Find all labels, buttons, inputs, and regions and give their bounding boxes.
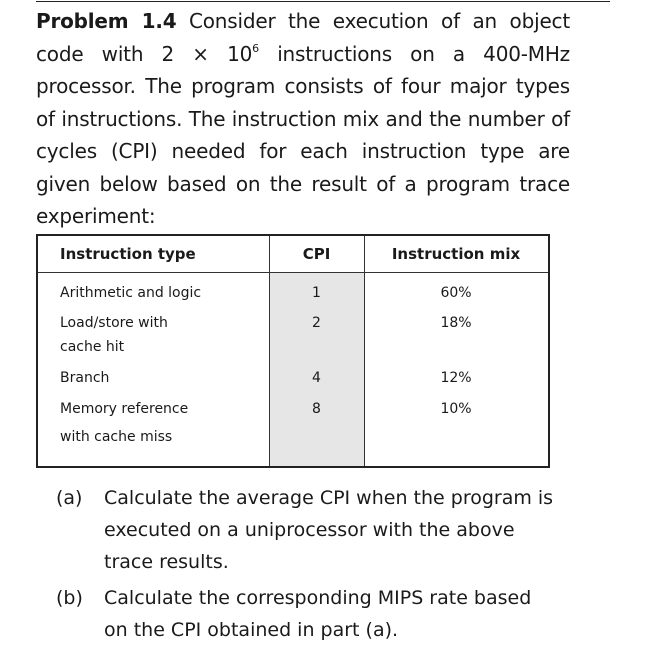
cell-instruction-mix: 12% xyxy=(440,370,472,386)
power-base: 10 xyxy=(227,41,253,66)
instruction-table xyxy=(36,234,550,468)
part-text: Calculate the corresponding MIPS rate based on the CPI obtained in part (a). xyxy=(104,587,532,641)
header-divider xyxy=(38,272,548,273)
cell-instruction-type: Arithmetic and logic xyxy=(60,285,202,301)
header-instruction-mix: Instruction mix xyxy=(391,245,521,263)
cell-cpi: 2 xyxy=(312,315,321,331)
header-cpi: CPI xyxy=(302,245,331,263)
top-rule xyxy=(36,1,610,2)
power-exponent: 6 xyxy=(252,41,259,55)
problem-title: Problem 1.4 xyxy=(36,9,177,33)
cell-instruction-type: Branch xyxy=(60,370,110,386)
cell-instruction-type: Load/store with xyxy=(60,315,168,331)
cell-instruction-type-cont: cache hit xyxy=(60,339,125,355)
cell-cpi: 4 xyxy=(312,370,321,386)
problem-intro-b: instructions on a 400-MHz processor. The program consists of four major types of instructions. The instruction mix and the number of cycles (CPI) needed for each instruction type are given below based on the result of a program trace experiment: xyxy=(36,41,570,228)
cell-instruction-type-cont: with cache miss xyxy=(60,429,173,445)
part-label: (b) xyxy=(56,587,83,609)
cell-instruction-mix: 60% xyxy=(440,285,472,301)
part-label: (a) xyxy=(56,487,83,509)
question-part-b xyxy=(56,582,556,646)
header-instruction-type: Instruction type xyxy=(60,245,196,263)
cell-instruction-mix: 10% xyxy=(440,401,472,417)
question-part-a xyxy=(56,482,556,578)
problem-statement xyxy=(36,5,570,233)
problem-intro-a: Consider the execution of an object code with 2 xyxy=(36,9,570,66)
cell-instruction-mix: 18% xyxy=(440,315,472,331)
times-sign: × xyxy=(192,41,209,66)
part-text: Calculate the average CPI when the program is executed on a uniprocessor with the above trace results. xyxy=(104,487,554,573)
cell-cpi: 8 xyxy=(312,401,321,417)
cell-cpi: 1 xyxy=(312,285,321,301)
cell-instruction-type: Memory reference xyxy=(60,401,189,417)
question-parts xyxy=(56,482,556,650)
